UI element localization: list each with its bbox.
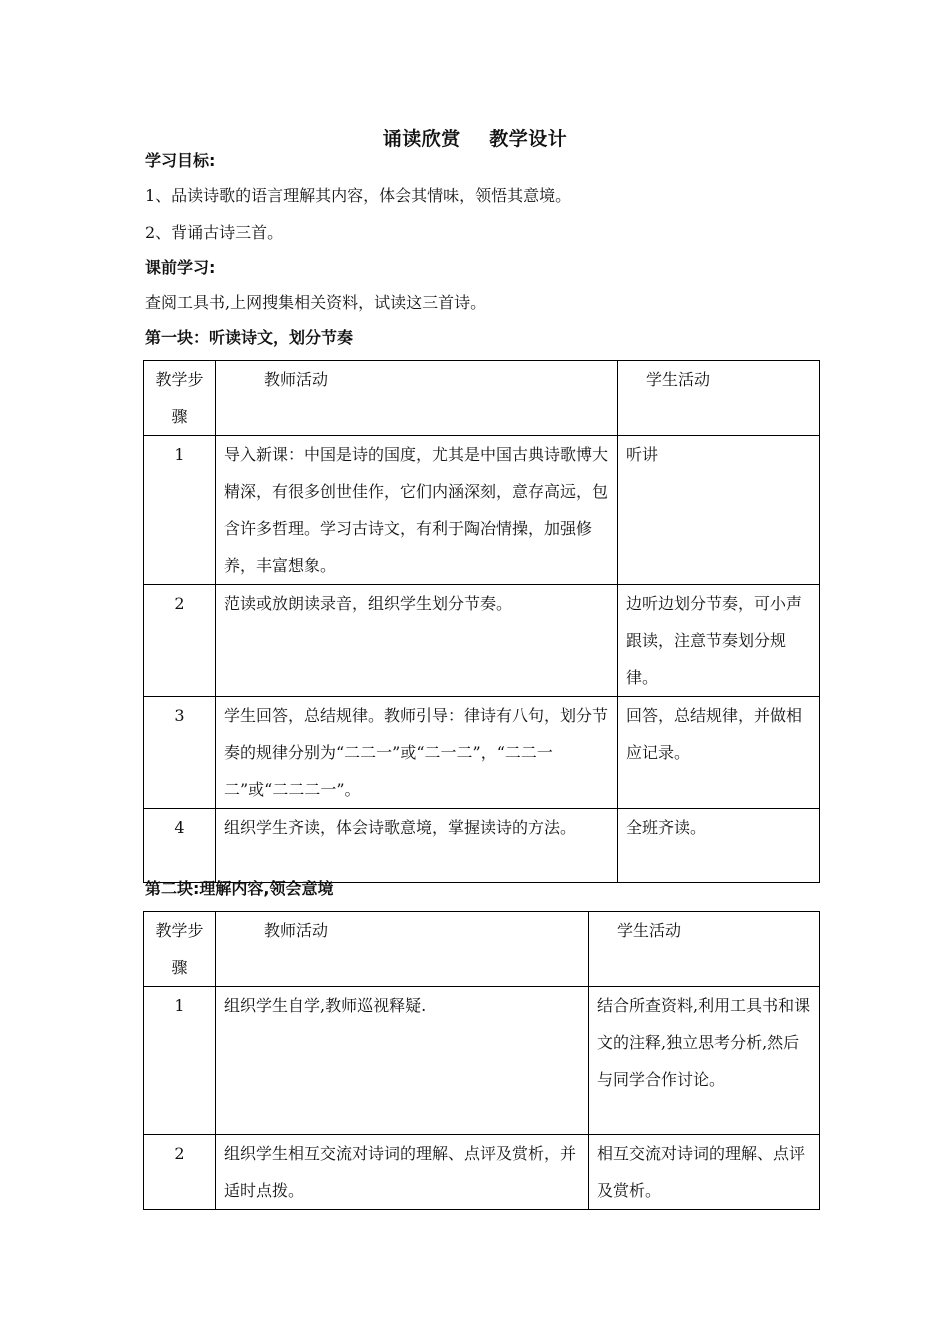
header-step: 教学步骤 — [144, 912, 216, 987]
teacher-activity: 组织学生齐读，体会诗歌意境，掌握读诗的方法。 — [216, 809, 618, 883]
header-teacher-activity: 教师活动 — [216, 912, 589, 987]
step-number: 2 — [144, 585, 216, 697]
table-header-row — [144, 912, 820, 987]
header-step: 教学步骤 — [144, 361, 216, 436]
student-activity: 全班齐读。 — [618, 809, 820, 883]
teacher-activity: 学生回答，总结规律。教师引导：律诗有八句，划分节奏的规律分别为“二二一”或“二一二”，“二二一二”或“二二二一”。 — [216, 697, 618, 809]
teacher-activity: 组织学生自学,教师巡视释疑. — [216, 987, 589, 1135]
table-header-row — [144, 361, 820, 436]
objective-1: 1、品读诗歌的语言理解其内容，体会其情味，领悟其意境。 — [145, 186, 572, 205]
table-row — [144, 436, 820, 585]
student-activity: 听讲 — [618, 436, 820, 585]
student-activity: 回答，总结规律，并做相应记录。 — [618, 697, 820, 809]
objective-2: 2、背诵古诗三首。 — [145, 223, 284, 242]
teacher-activity: 组织学生相互交流对诗词的理解、点评及赏析，并适时点拨。 — [216, 1135, 589, 1210]
teaching-steps-table-1 — [143, 360, 820, 883]
table-row — [144, 697, 820, 809]
page-title: 诵读欣赏 教学设计 — [382, 128, 568, 150]
prestudy-text: 查阅工具书,上网搜集相关资料，试读这三首诗。 — [145, 293, 487, 312]
section2-heading: 第二块:理解内容,领会意境 — [145, 879, 334, 898]
objectives-heading: 学习目标: — [145, 151, 216, 170]
section1-heading: 第一块：听读诗文，划分节奏 — [145, 328, 354, 347]
teacher-activity: 导入新课：中国是诗的国度，尤其是中国古典诗歌博大精深，有很多创世佳作，它们内涵深刻，意存高远，包含许多哲理。学习古诗文，有利于陶冶情操，加强修养，丰富想象。 — [216, 436, 618, 585]
table-row — [144, 1135, 820, 1210]
table-row — [144, 809, 820, 883]
prestudy-heading: 课前学习: — [145, 258, 216, 277]
step-number: 3 — [144, 697, 216, 809]
student-activity: 结合所查资料,利用工具书和课文的注释,独立思考分析,然后与同学合作讨论。 — [589, 987, 820, 1135]
table-row — [144, 585, 820, 697]
student-activity: 相互交流对诗词的理解、点评及赏析。 — [589, 1135, 820, 1210]
step-number: 4 — [144, 809, 216, 883]
teacher-activity: 范读或放朗读录音，组织学生划分节奏。 — [216, 585, 618, 697]
header-teacher-activity: 教师活动 — [216, 361, 618, 436]
header-student-activity: 学生活动 — [589, 912, 820, 987]
table-row — [144, 987, 820, 1135]
teaching-steps-table-2 — [143, 911, 820, 1210]
step-number: 1 — [144, 436, 216, 585]
header-student-activity: 学生活动 — [618, 361, 820, 436]
student-activity: 边听边划分节奏，可小声跟读，注意节奏划分规律。 — [618, 585, 820, 697]
step-number: 2 — [144, 1135, 216, 1210]
step-number: 1 — [144, 987, 216, 1135]
